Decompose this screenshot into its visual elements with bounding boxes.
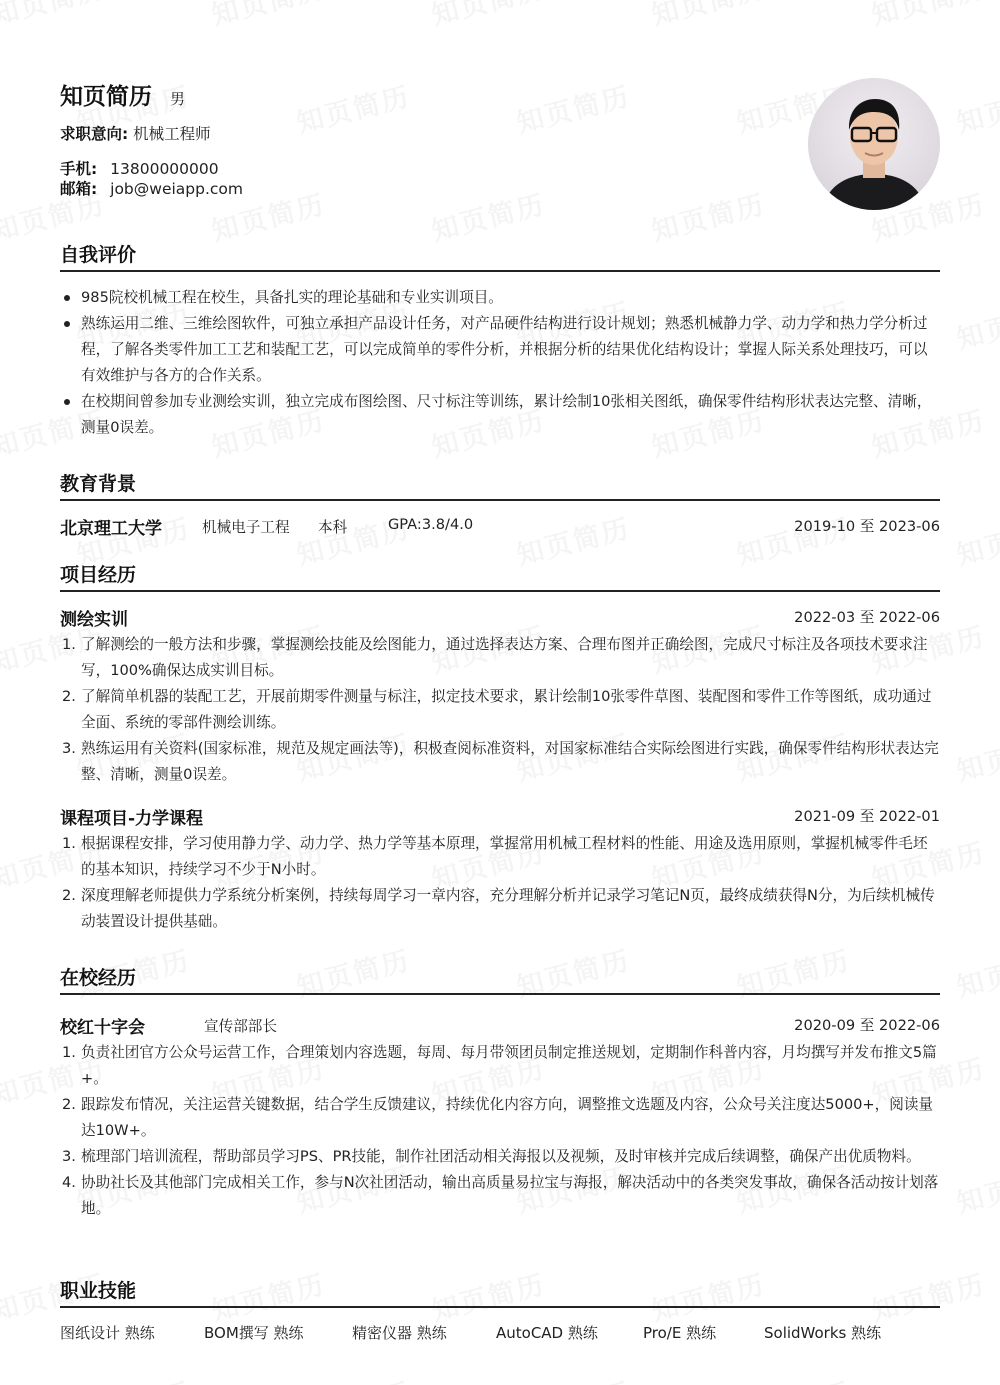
skill-item: BOM撰写 熟练 <box>204 1324 304 1342</box>
resume-page <box>60 0 940 1385</box>
skill-item: SolidWorks 熟练 <box>764 1324 882 1342</box>
list-item: 2. 了解简单机器的装配工艺，开展前期零件测量与标注，拟定技术要求，累计绘制10张零件草图、装配图和零件工作等图纸，成功通过全面、系统的零部件测绘训练。 <box>62 688 932 731</box>
job-intent-value: 机械工程师 <box>133 125 211 143</box>
self-eval-item: 在校期间曾参加专业测绘实训，独立完成布图绘图、尺寸标注等训练，累计绘制10张相关图纸，确保零件结构形状表达完整、清晰，测量0误差。 <box>60 389 940 441</box>
section-title-skills: 职业技能 <box>60 1279 940 1308</box>
self-eval-list <box>60 285 940 441</box>
campus-entry-head <box>60 1013 940 1037</box>
watermark-text <box>952 507 1000 573</box>
education-date: 2019-10 至 2023-06 <box>794 518 940 535</box>
self-eval-item: 熟练运用二维、三维绘图软件，可独立承担产品设计任务，对产品硬件结构进行设计规划；熟悉机械静力学、动力学和热力学分析过程，了解各类零件加工工艺和装配工艺，可以完成简单的零件分析，并根据分析的结果优化结构设计；掌握人际关系处理技巧，可以有效维护与各方的合作关系。 <box>60 311 940 389</box>
section-title-campus: 在校经历 <box>60 966 940 995</box>
skill-item: 精密仪器 熟练 <box>352 1324 447 1342</box>
avatar <box>808 78 940 210</box>
name-row <box>60 78 185 111</box>
project-items <box>60 632 940 788</box>
email-value: job@weiapp.com <box>110 180 243 198</box>
list-item: 1. 根据课程安排，学习使用静力学、动力学、热力学等基本原理，掌握常用机械工程材料的性能、用途及选用原则，掌握机械零件毛坯的基本知识，持续学习不少于N小时。 <box>62 835 928 878</box>
project-entry-head <box>60 804 940 828</box>
avatar-photo <box>808 78 940 210</box>
role: 宣传部部长 <box>204 1018 277 1035</box>
education-entry <box>60 514 940 538</box>
section-title-education: 教育背景 <box>60 472 940 501</box>
watermark-text <box>952 939 1000 1005</box>
project-name: 测绘实训 <box>60 610 128 630</box>
job-intent <box>60 122 211 144</box>
list-item: 4. 协助社长及其他部门完成相关工作，参与N次社团活动，输出高质量易拉宝与海报，解决活动中的各类突发事故，确保各活动按计划落地。 <box>62 1174 939 1217</box>
watermark-text <box>952 723 1000 789</box>
project-entry-head <box>60 605 940 629</box>
list-item-text: 根据课程安排，学习使用静力学、动力学、热力学等基本原理，掌握常用机械工程材料的性能、用途及选用原则，掌握机械零件毛坯的基本知识，持续学习不少于N小时。 <box>81 835 928 878</box>
gpa: GPA:3.8/4.0 <box>388 516 474 533</box>
list-item-text: 协助社长及其他部门完成相关工作，参与N次社团活动，输出高质量易拉宝与海报，解决活动中的各类突发事故，确保各活动按计划落地。 <box>81 1174 939 1217</box>
project-date: 2022-03 至 2022-06 <box>794 609 940 626</box>
list-item-text: 熟练运用有关资料(国家标准，规范及规定画法等)，积极查阅标准资料，对国家标准结合实际绘图进行实践，确保零件结构形状表达完整、清晰，测量0误差。 <box>81 740 939 783</box>
list-item-text: 跟踪发布情况，关注运营关键数据，结合学生反馈建议，持续优化内容方向，调整推文选题及内容，公众号关注度达5000+，阅读量达10W+。 <box>81 1096 934 1139</box>
project-date: 2021-09 至 2022-01 <box>794 808 940 825</box>
self-eval-item: 985院校机械工程在校生，具备扎实的理论基础和专业实训项目。 <box>60 285 940 311</box>
list-item: 3. 梳理部门培训流程，帮助部员学习PS、PR技能，制作社团活动相关海报以及视频，及时审核并完成后续调整，确保产出优质物料。 <box>62 1148 921 1165</box>
list-item-text: 了解测绘的一般方法和步骤，掌握测绘技能及绘图能力，通过选择表达方案、合理布图并正确绘图，完成尺寸标注及各项技术要求注写，100%确保达成实训目标。 <box>81 636 928 679</box>
list-item-text: 了解简单机器的装配工艺，开展前期零件测量与标注，拟定技术要求，累计绘制10张零件草图、装配图和零件工作等图纸，成功通过全面、系统的零部件测绘训练。 <box>81 688 932 731</box>
candidate-gender: 男 <box>170 90 186 108</box>
phone-label: 手机: <box>60 160 98 178</box>
list-item-text: 负责社团官方公众号运营工作，合理策划内容选题，每周、每月带领团员制定推送规划，定期制作科普内容，月均撰写并发布推文5篇+。 <box>81 1044 937 1087</box>
section-title-self-eval: 自我评价 <box>60 243 940 272</box>
list-item: 2. 跟踪发布情况，关注运营关键数据，结合学生反馈建议，持续优化内容方向，调整推文选题及内容，公众号关注度达5000+，阅读量达10W+。 <box>62 1096 934 1139</box>
project-items <box>60 831 940 935</box>
degree: 本科 <box>318 519 348 536</box>
phone-value: 13800000000 <box>110 160 219 178</box>
campus-items <box>60 1040 940 1222</box>
campus-date: 2020-09 至 2022-06 <box>794 1017 940 1034</box>
candidate-name: 知页简历 <box>60 84 152 110</box>
skill-item: AutoCAD 熟练 <box>496 1324 598 1342</box>
org-name: 校红十字会 <box>60 1018 145 1038</box>
list-item-text: 梳理部门培训流程，帮助部员学习PS、PR技能，制作社团活动相关海报以及视频，及时审核并完成后续调整，确保产出优质物料。 <box>81 1148 921 1165</box>
school-name: 北京理工大学 <box>60 519 162 539</box>
email <box>60 177 243 199</box>
job-intent-label: 求职意向: <box>60 125 129 143</box>
list-item: 3. 熟练运用有关资料(国家标准，规范及规定画法等)，积极查阅标准资料，对国家标准结合实际绘图进行实践，确保零件结构形状表达完整、清晰，测量0误差。 <box>62 740 939 783</box>
phone <box>60 157 219 179</box>
list-item: 1. 了解测绘的一般方法和步骤，掌握测绘技能及绘图能力，通过选择表达方案、合理布图并正确绘图，完成尺寸标注及各项技术要求注写，100%确保达成实训目标。 <box>62 636 928 679</box>
skill-item: Pro/E 熟练 <box>643 1324 717 1342</box>
skill-item: 图纸设计 熟练 <box>60 1324 155 1342</box>
list-item: 1. 负责社团官方公众号运营工作，合理策划内容选题，每周、每月带领团员制定推送规划，定期制作科普内容，月均撰写并发布推文5篇+。 <box>62 1044 937 1087</box>
watermark-text <box>952 75 1000 141</box>
list-item: 2. 深度理解老师提供力学系统分析案例，持续每周学习一章内容，充分理解分析并记录学习笔记N页，最终成绩获得N分，为后续机械传动装置设计提供基础。 <box>62 887 935 930</box>
skills-row <box>60 1322 940 1346</box>
email-label: 邮箱: <box>60 180 98 198</box>
list-item-text: 深度理解老师提供力学系统分析案例，持续每周学习一章内容，充分理解分析并记录学习笔记N页，最终成绩获得N分，为后续机械传动装置设计提供基础。 <box>81 887 935 930</box>
watermark-text <box>952 291 1000 357</box>
watermark-text <box>952 1155 1000 1221</box>
project-name: 课程项目-力学课程 <box>60 809 204 829</box>
watermark-text <box>952 1371 1000 1385</box>
section-title-projects: 项目经历 <box>60 563 940 592</box>
major: 机械电子工程 <box>202 519 290 536</box>
